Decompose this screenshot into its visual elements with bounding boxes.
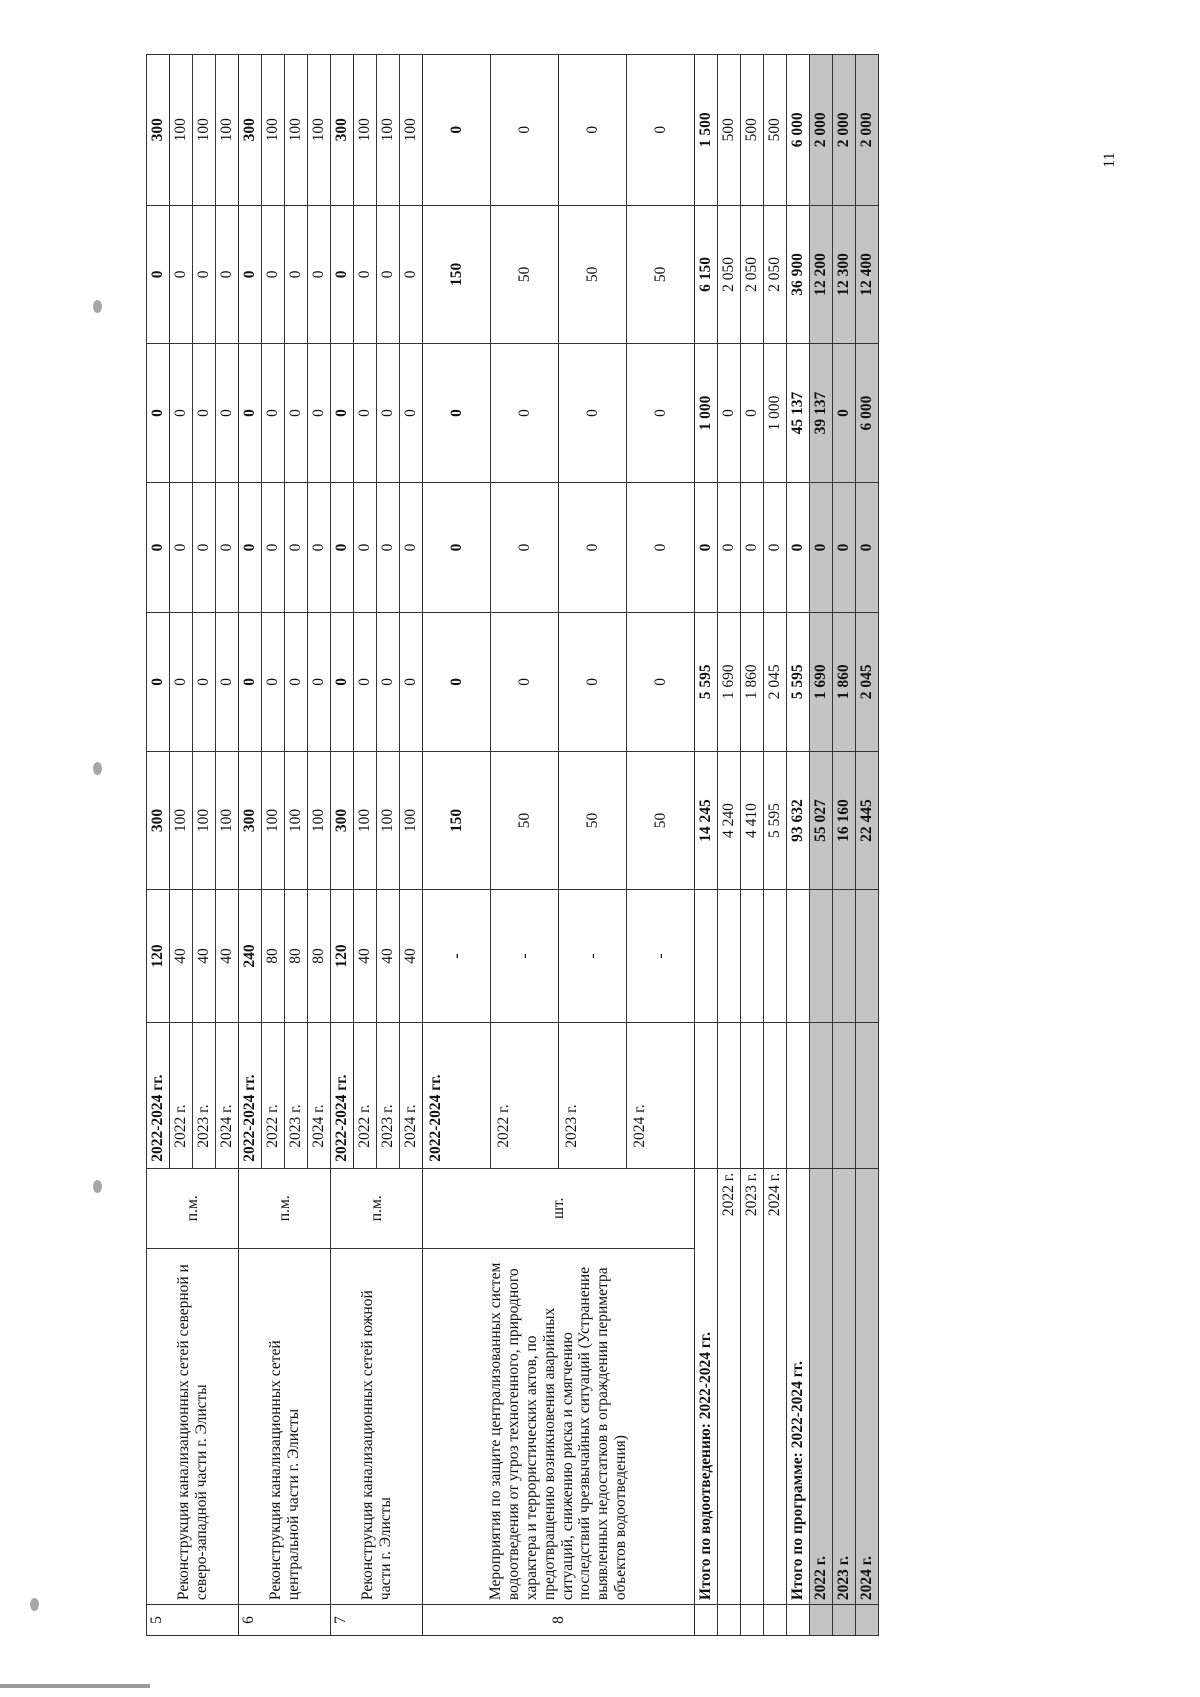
value-cell: 0 bbox=[491, 344, 559, 483]
value-cell: 0 bbox=[262, 205, 285, 344]
value-cell: 0 bbox=[193, 344, 216, 483]
value-cell: 0 bbox=[147, 613, 170, 752]
value-cell: 100 bbox=[170, 751, 193, 890]
value-cell: 0 bbox=[741, 344, 764, 483]
program-table bbox=[146, 54, 879, 1636]
value-cell: 100 bbox=[262, 55, 285, 206]
measure-name: Реконструкция канализационных сетей центральной части г. Элисты bbox=[239, 1248, 331, 1604]
value-cell: 150 bbox=[423, 751, 491, 890]
empty-cell bbox=[833, 1022, 856, 1168]
empty-cell bbox=[856, 1022, 879, 1168]
empty-cell bbox=[787, 890, 810, 1022]
row-number: 5 bbox=[147, 1605, 239, 1636]
value-cell: 0 bbox=[239, 205, 262, 344]
value-cell: - bbox=[627, 890, 695, 1022]
value-cell: 0 bbox=[377, 482, 400, 612]
value-cell: 0 bbox=[354, 482, 377, 612]
value-cell: 4 410 bbox=[741, 751, 764, 890]
empty-cell bbox=[787, 1605, 810, 1636]
value-cell: 0 bbox=[377, 613, 400, 752]
value-cell: 0 bbox=[354, 613, 377, 752]
empty-cell bbox=[810, 890, 833, 1022]
empty-cell bbox=[695, 1605, 718, 1636]
measure-name: Реконструкция канализационных сетей северной и северо-западной части г. Элисты bbox=[147, 1248, 239, 1604]
value-cell: 50 bbox=[627, 751, 695, 890]
value-cell: 100 bbox=[400, 55, 423, 206]
value-cell: 0 bbox=[147, 205, 170, 344]
value-cell: 2 050 bbox=[718, 205, 741, 344]
value-cell: 100 bbox=[400, 751, 423, 890]
value-cell: 100 bbox=[354, 751, 377, 890]
value-cell: 0 bbox=[423, 55, 491, 206]
value-cell: 36 900 bbox=[787, 205, 810, 344]
value-cell: 0 bbox=[216, 482, 239, 612]
value-cell: 12 200 bbox=[810, 205, 833, 344]
period-cell: 2023 г. bbox=[193, 1022, 216, 1168]
value-cell: 2 000 bbox=[810, 55, 833, 206]
measure-name: Реконструкция канализационных сетей южной части г. Элисты bbox=[331, 1248, 423, 1604]
value-cell: 0 bbox=[787, 482, 810, 612]
period-cell: 2024 г. bbox=[627, 1022, 695, 1168]
value-cell: 0 bbox=[400, 482, 423, 612]
total-label: 2023 г. bbox=[741, 1168, 764, 1604]
value-cell: 6 000 bbox=[787, 55, 810, 206]
period-cell: 2024 г. bbox=[400, 1022, 423, 1168]
value-cell: 40 bbox=[193, 890, 216, 1022]
value-cell: 0 bbox=[377, 205, 400, 344]
period-cell: 2023 г. bbox=[559, 1022, 627, 1168]
empty-cell bbox=[741, 1605, 764, 1636]
value-cell: 150 bbox=[423, 205, 491, 344]
value-cell: 100 bbox=[308, 55, 331, 206]
period-cell: 2023 г. bbox=[285, 1022, 308, 1168]
value-cell: 500 bbox=[764, 55, 787, 206]
unit-cell: п.м. bbox=[147, 1168, 239, 1248]
total-row bbox=[856, 55, 879, 1636]
value-cell: 0 bbox=[147, 482, 170, 612]
value-cell: 0 bbox=[331, 482, 354, 612]
value-cell: 50 bbox=[491, 751, 559, 890]
value-cell: 0 bbox=[833, 482, 856, 612]
value-cell: 0 bbox=[491, 55, 559, 206]
value-cell: 0 bbox=[193, 482, 216, 612]
total-label: 2023 г. bbox=[833, 1168, 856, 1604]
value-cell: 0 bbox=[764, 482, 787, 612]
value-cell: 0 bbox=[833, 344, 856, 483]
value-cell: 39 137 bbox=[810, 344, 833, 483]
value-cell: 0 bbox=[491, 482, 559, 612]
value-cell: 16 160 bbox=[833, 751, 856, 890]
value-cell: 0 bbox=[377, 344, 400, 483]
value-cell: 100 bbox=[193, 55, 216, 206]
total-row bbox=[810, 55, 833, 1636]
value-cell: 100 bbox=[262, 751, 285, 890]
scan-edge bbox=[0, 1684, 150, 1688]
value-cell: 80 bbox=[285, 890, 308, 1022]
period-cell: 2022-2024 гг. bbox=[239, 1022, 262, 1168]
total-row bbox=[833, 55, 856, 1636]
period-cell: 2024 г. bbox=[308, 1022, 331, 1168]
value-cell: 0 bbox=[216, 205, 239, 344]
value-cell: 0 bbox=[308, 613, 331, 752]
value-cell: 0 bbox=[718, 482, 741, 612]
value-cell: 2 045 bbox=[764, 613, 787, 752]
value-cell: 0 bbox=[285, 205, 308, 344]
value-cell: 0 bbox=[354, 344, 377, 483]
total-label: 2024 г. bbox=[856, 1168, 879, 1604]
value-cell: 1 690 bbox=[718, 613, 741, 752]
value-cell: 0 bbox=[718, 344, 741, 483]
value-cell: 2 000 bbox=[856, 55, 879, 206]
value-cell: 0 bbox=[285, 482, 308, 612]
scan-mark bbox=[30, 1598, 39, 1611]
value-cell: 0 bbox=[627, 344, 695, 483]
value-cell: 0 bbox=[262, 613, 285, 752]
empty-cell bbox=[718, 1022, 741, 1168]
value-cell: 1 690 bbox=[810, 613, 833, 752]
empty-cell bbox=[856, 1605, 879, 1636]
value-cell: 0 bbox=[423, 344, 491, 483]
value-cell: 500 bbox=[741, 55, 764, 206]
value-cell: 0 bbox=[627, 55, 695, 206]
value-cell: 0 bbox=[856, 482, 879, 612]
empty-cell bbox=[718, 890, 741, 1022]
value-cell: 40 bbox=[170, 890, 193, 1022]
period-cell: 2022 г. bbox=[170, 1022, 193, 1168]
value-cell: 100 bbox=[193, 751, 216, 890]
value-cell: 6 150 bbox=[695, 205, 718, 344]
value-cell: 5 595 bbox=[787, 613, 810, 752]
value-cell: 2 045 bbox=[856, 613, 879, 752]
value-cell: 40 bbox=[400, 890, 423, 1022]
row-number: 7 bbox=[331, 1605, 423, 1636]
value-cell: 100 bbox=[285, 751, 308, 890]
value-cell: 0 bbox=[559, 482, 627, 612]
total-label: Итого по программе: 2022-2024 гг. bbox=[787, 1168, 810, 1604]
total-row bbox=[764, 55, 787, 1636]
value-cell: 50 bbox=[491, 205, 559, 344]
value-cell: 40 bbox=[216, 890, 239, 1022]
value-cell: 12 400 bbox=[856, 205, 879, 344]
value-cell: 0 bbox=[193, 613, 216, 752]
value-cell: 5 595 bbox=[695, 613, 718, 752]
empty-cell bbox=[695, 1022, 718, 1168]
table-row bbox=[239, 55, 262, 1636]
value-cell: 14 245 bbox=[695, 751, 718, 890]
value-cell: 12 300 bbox=[833, 205, 856, 344]
page-number: 11 bbox=[1101, 152, 1118, 168]
total-row bbox=[741, 55, 764, 1636]
value-cell: 0 bbox=[400, 205, 423, 344]
value-cell: 0 bbox=[262, 482, 285, 612]
value-cell: 55 027 bbox=[810, 751, 833, 890]
value-cell: - bbox=[491, 890, 559, 1022]
value-cell: 100 bbox=[170, 55, 193, 206]
value-cell: 45 137 bbox=[787, 344, 810, 483]
value-cell: 300 bbox=[239, 751, 262, 890]
row-number: 6 bbox=[239, 1605, 331, 1636]
value-cell: 0 bbox=[491, 613, 559, 752]
period-cell: 2022 г. bbox=[491, 1022, 559, 1168]
value-cell: 500 bbox=[718, 55, 741, 206]
value-cell: 50 bbox=[559, 205, 627, 344]
value-cell: 0 bbox=[308, 344, 331, 483]
value-cell: 100 bbox=[354, 55, 377, 206]
value-cell: 120 bbox=[147, 890, 170, 1022]
value-cell: 100 bbox=[377, 751, 400, 890]
value-cell: 0 bbox=[331, 205, 354, 344]
value-cell: 0 bbox=[559, 613, 627, 752]
empty-cell bbox=[741, 1022, 764, 1168]
value-cell: 100 bbox=[377, 55, 400, 206]
value-cell: 0 bbox=[559, 344, 627, 483]
value-cell: 300 bbox=[239, 55, 262, 206]
value-cell: 0 bbox=[627, 482, 695, 612]
value-cell: 0 bbox=[423, 613, 491, 752]
value-cell: 1 000 bbox=[695, 344, 718, 483]
value-cell: 0 bbox=[695, 482, 718, 612]
value-cell: - bbox=[423, 890, 491, 1022]
rotated-table-container bbox=[146, 54, 929, 1636]
value-cell: 240 bbox=[239, 890, 262, 1022]
value-cell: 0 bbox=[216, 613, 239, 752]
value-cell: 0 bbox=[216, 344, 239, 483]
unit-cell: шт. bbox=[423, 1168, 695, 1248]
value-cell: 0 bbox=[331, 344, 354, 483]
value-cell: 0 bbox=[400, 344, 423, 483]
total-row bbox=[787, 55, 810, 1636]
value-cell: 300 bbox=[331, 55, 354, 206]
value-cell: 0 bbox=[627, 613, 695, 752]
empty-cell bbox=[718, 1605, 741, 1636]
empty-cell bbox=[856, 890, 879, 1022]
row-number: 8 bbox=[423, 1605, 695, 1636]
value-cell: 2 000 bbox=[833, 55, 856, 206]
scan-mark bbox=[93, 1180, 102, 1193]
value-cell: 80 bbox=[262, 890, 285, 1022]
empty-cell bbox=[741, 890, 764, 1022]
value-cell: 1 000 bbox=[764, 344, 787, 483]
empty-cell bbox=[787, 1022, 810, 1168]
period-cell: 2023 г. bbox=[377, 1022, 400, 1168]
value-cell: 0 bbox=[239, 613, 262, 752]
period-cell: 2022 г. bbox=[354, 1022, 377, 1168]
total-row bbox=[718, 55, 741, 1636]
table-row bbox=[331, 55, 354, 1636]
total-label: Итого по водоотведению: 2022-2024 гг. bbox=[695, 1168, 718, 1604]
unit-cell: п.м. bbox=[331, 1168, 423, 1248]
value-cell: 2 050 bbox=[741, 205, 764, 344]
value-cell: 0 bbox=[354, 205, 377, 344]
value-cell: 0 bbox=[170, 344, 193, 483]
value-cell: 40 bbox=[354, 890, 377, 1022]
value-cell: 0 bbox=[170, 205, 193, 344]
empty-cell bbox=[810, 1605, 833, 1636]
scan-mark bbox=[93, 762, 102, 775]
empty-cell bbox=[833, 1605, 856, 1636]
scan-mark bbox=[93, 300, 102, 313]
unit-cell: п.м. bbox=[239, 1168, 331, 1248]
value-cell: 40 bbox=[377, 890, 400, 1022]
value-cell: 0 bbox=[239, 482, 262, 612]
empty-cell bbox=[695, 890, 718, 1022]
value-cell: 6 000 bbox=[856, 344, 879, 483]
value-cell: 50 bbox=[559, 751, 627, 890]
period-cell: 2024 г. bbox=[216, 1022, 239, 1168]
value-cell: 0 bbox=[810, 482, 833, 612]
value-cell: 1 860 bbox=[833, 613, 856, 752]
value-cell: 0 bbox=[741, 482, 764, 612]
empty-cell bbox=[764, 890, 787, 1022]
period-cell: 2022 г. bbox=[262, 1022, 285, 1168]
period-cell: 2022-2024 гг. bbox=[423, 1022, 491, 1168]
value-cell: 120 bbox=[331, 890, 354, 1022]
value-cell: 80 bbox=[308, 890, 331, 1022]
value-cell: 1 500 bbox=[695, 55, 718, 206]
value-cell: 50 bbox=[627, 205, 695, 344]
value-cell: 100 bbox=[285, 55, 308, 206]
value-cell: 0 bbox=[170, 482, 193, 612]
value-cell: 93 632 bbox=[787, 751, 810, 890]
value-cell: 5 595 bbox=[764, 751, 787, 890]
value-cell: 0 bbox=[285, 613, 308, 752]
value-cell: 0 bbox=[400, 613, 423, 752]
value-cell: 0 bbox=[559, 55, 627, 206]
measure-name: Мероприятия по защите централизованных систем водоотведения от угроз техногенного, природного характера и террористических актов, по предотвращению возникновения аварийных ситуаций, снижению риска и смягчению последствий чрезвычайных ситуаций (Устранение выявленных недостатков в ограждении периметра объектов водоотведения) bbox=[423, 1248, 695, 1604]
table-row bbox=[147, 55, 170, 1636]
value-cell: 1 860 bbox=[741, 613, 764, 752]
empty-cell bbox=[833, 890, 856, 1022]
value-cell: 0 bbox=[308, 482, 331, 612]
value-cell: 0 bbox=[193, 205, 216, 344]
value-cell: 300 bbox=[147, 55, 170, 206]
value-cell: 300 bbox=[331, 751, 354, 890]
value-cell: 22 445 bbox=[856, 751, 879, 890]
value-cell: 4 240 bbox=[718, 751, 741, 890]
table-row bbox=[423, 55, 491, 1636]
value-cell: 0 bbox=[170, 613, 193, 752]
period-cell: 2022-2024 гг. bbox=[147, 1022, 170, 1168]
total-label: 2022 г. bbox=[810, 1168, 833, 1604]
value-cell: 100 bbox=[308, 751, 331, 890]
total-label: 2024 г. bbox=[764, 1168, 787, 1604]
value-cell: 0 bbox=[239, 344, 262, 483]
value-cell: 0 bbox=[308, 205, 331, 344]
value-cell: 0 bbox=[262, 344, 285, 483]
total-label: 2022 г. bbox=[718, 1168, 741, 1604]
total-row bbox=[695, 55, 718, 1636]
empty-cell bbox=[810, 1022, 833, 1168]
value-cell: 2 050 bbox=[764, 205, 787, 344]
value-cell: 0 bbox=[285, 344, 308, 483]
period-cell: 2022-2024 гг. bbox=[331, 1022, 354, 1168]
value-cell: 0 bbox=[331, 613, 354, 752]
value-cell: 0 bbox=[423, 482, 491, 612]
value-cell: 100 bbox=[216, 751, 239, 890]
empty-cell bbox=[764, 1605, 787, 1636]
value-cell: - bbox=[559, 890, 627, 1022]
value-cell: 100 bbox=[216, 55, 239, 206]
empty-cell bbox=[764, 1022, 787, 1168]
value-cell: 0 bbox=[147, 344, 170, 483]
value-cell: 300 bbox=[147, 751, 170, 890]
